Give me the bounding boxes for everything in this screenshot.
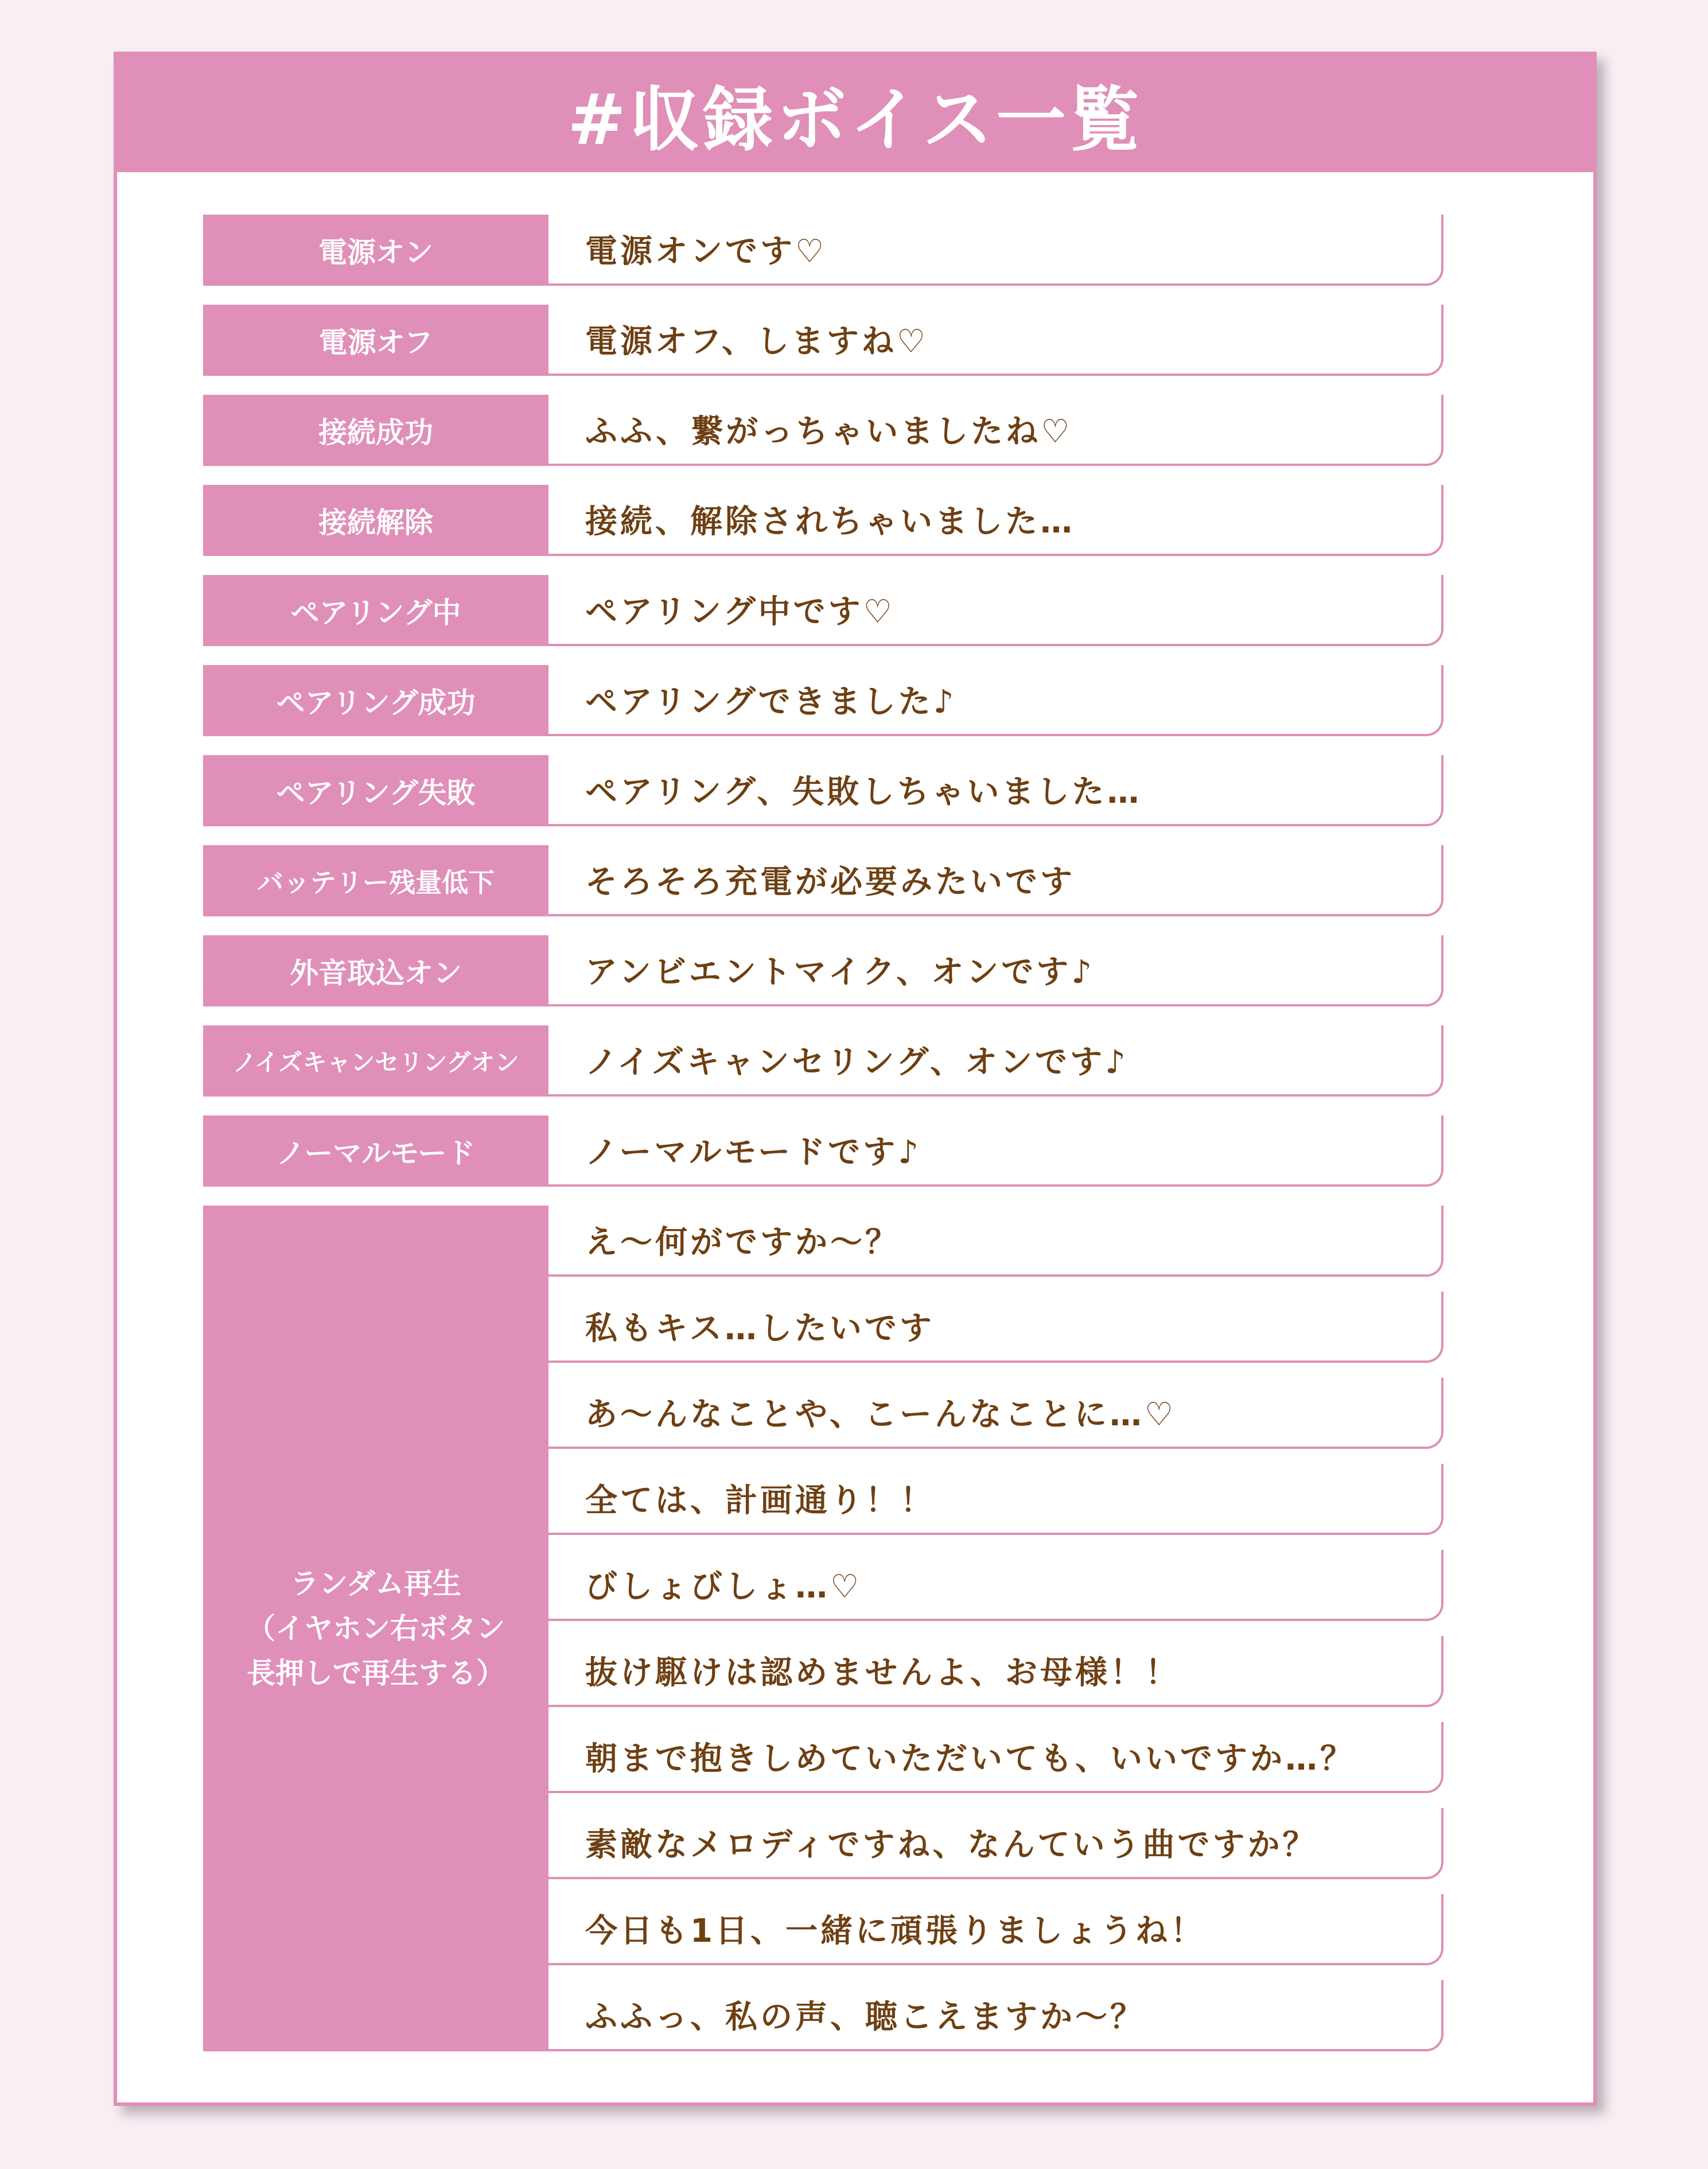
random-voice-line: 私もキス…したいです	[548, 1292, 1444, 1363]
voice-label: ペアリング成功	[203, 665, 548, 736]
voice-label: 接続解除	[203, 485, 548, 556]
random-voice-line: 今日も1日、一緒に頑張りましょうね！	[548, 1894, 1444, 1965]
voice-label: 接続成功	[203, 395, 548, 466]
random-voice-line: え～何がですか～？	[548, 1206, 1444, 1277]
voice-line: 電源オンです♡	[548, 215, 1444, 286]
voice-label: ノイズキャンセリングオン	[203, 1025, 548, 1097]
voice-label: バッテリー残量低下	[203, 845, 548, 916]
voice-line: ペアリング、失敗しちゃいました…	[548, 755, 1444, 826]
voice-label: 電源オフ	[203, 305, 548, 376]
random-play-label: ランダム再生 （イヤホン右ボタン 長押しで再生する）	[203, 1206, 548, 2051]
random-voice-line: 抜け駆けは認めませんよ、お母様！！	[548, 1636, 1444, 1707]
voice-label: 外音取込オン	[203, 935, 548, 1006]
voice-list-card	[114, 52, 1597, 2106]
voice-list	[117, 55, 1593, 2102]
voice-label: ペアリング失敗	[203, 755, 548, 826]
voice-label: ノーマルモード	[203, 1115, 548, 1187]
voice-label: ペアリング中	[203, 575, 548, 646]
page-title: #収録ボイス一覧	[117, 55, 1593, 172]
voice-line: ノーマルモードです♪	[548, 1115, 1444, 1187]
random-voice-line: 朝まで抱きしめていただいても、いいですか…？	[548, 1722, 1444, 1793]
voice-line: アンビエントマイク、オンです♪	[548, 935, 1444, 1006]
random-voice-line: びしょびしょ…♡	[548, 1550, 1444, 1621]
voice-line: ノイズキャンセリング、オンです♪	[548, 1025, 1444, 1097]
voice-line: ふふ、繋がっちゃいましたね♡	[548, 395, 1444, 466]
voice-label: 電源オン	[203, 215, 548, 286]
voice-line: 電源オフ、しますね♡	[548, 305, 1444, 376]
voice-line: ペアリングできました♪	[548, 665, 1444, 736]
random-voice-line: あ～んなことや、こーんなことに…♡	[548, 1378, 1444, 1449]
random-voice-line: ふふっ、私の声、聴こえますか～？	[548, 1980, 1444, 2051]
random-voice-line: 素敵なメロディですね、なんていう曲ですか？	[548, 1808, 1444, 1879]
voice-line: そろそろ充電が必要みたいです	[548, 845, 1444, 916]
random-voice-line: 全ては、計画通り！！	[548, 1464, 1444, 1535]
voice-line: 接続、解除されちゃいました…	[548, 485, 1444, 556]
voice-line: ペアリング中です♡	[548, 575, 1444, 646]
